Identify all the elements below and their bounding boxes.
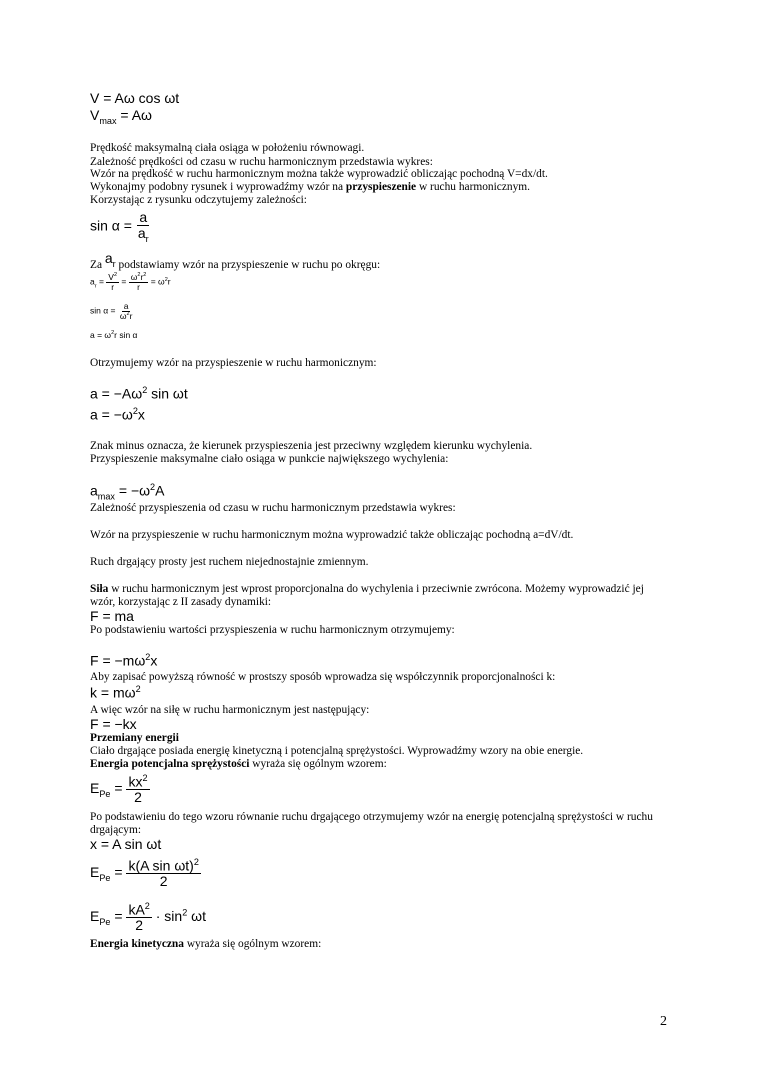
sa-num: a [123, 301, 129, 311]
sin-alpha-den-sub: r [145, 233, 149, 244]
potential-energy-equation-3 [90, 902, 206, 933]
k-equation [90, 684, 141, 701]
vmax-symbol: V [90, 107, 100, 123]
sin-alpha-equation [90, 210, 151, 244]
a1-b: r sin α [114, 330, 138, 340]
sin-alpha-equation-2 [90, 302, 134, 321]
potential-energy-equation [90, 774, 150, 805]
text-line-9: Przyspieszenie maksymalne ciało osiąga w punkcie największego wychylenia: [90, 453, 449, 465]
a-equation-1 [90, 330, 137, 340]
ar-inline-sub: r [112, 258, 116, 269]
text-line-23 [90, 938, 321, 951]
text-line-6-a: Za [90, 259, 105, 271]
text-line-17: A więc wzór na siłę w ruchu harmonicznym jest następujący: [90, 704, 370, 716]
ep2-den: 2 [159, 873, 168, 890]
text-line-10: Zależność przyspieszenia od czasu w ruchu harmonicznym przedstawia wykres: [90, 502, 456, 514]
text-line-4-bold: przyspieszenie [345, 181, 417, 193]
text-line-21: Po podstawieniu do tego wzoru równanie ruchu drgającego otrzymujemy wzór na energię potencjalną sprężystości w ruchu [90, 811, 653, 823]
ar-f2-num-sup1: 2 [137, 272, 141, 279]
a1-a: a = ω [90, 330, 112, 340]
ar-eq2: = [121, 276, 129, 287]
ep-num-sup: 2 [142, 773, 148, 783]
text-line-13-bold: Siła [90, 583, 109, 595]
ep3-sup: 2 [182, 907, 188, 918]
text-line-4-a: Wykonajmy podobny rysunek i wyprowadźmy wzór na [90, 181, 346, 193]
amax-c: A [155, 482, 165, 499]
ar-f1-num-v: V [108, 272, 114, 282]
ep3-b: · sin [155, 908, 183, 925]
ep2-sub: Pe [99, 873, 111, 884]
position-equation: x = A sin ωt [90, 836, 162, 852]
ep3-num-sup: 2 [144, 901, 150, 911]
ar-eq3-sup: 2 [164, 276, 168, 283]
ep3-num-a: kA [128, 901, 145, 918]
text-line-12: Ruch drgający prosty jest ruchem niejednostajnie zmiennym. [90, 556, 369, 568]
ep-e: E [90, 780, 100, 797]
force-equation-2 [90, 652, 157, 669]
ep-sub: Pe [99, 789, 111, 800]
text-line-13 [90, 583, 644, 596]
potential-energy-equation-2 [90, 858, 201, 889]
a2-a: a = −Aω [90, 385, 143, 402]
ep3-eq: = [110, 908, 127, 925]
text-line-20 [90, 758, 387, 771]
force-equation-1: F = ma [90, 608, 134, 624]
text-line-16: Aby zapisać powyższą równość w prostszy sposób wprowadza się współczynnik proporcjonalności k: [90, 671, 556, 683]
text-line-1: Prędkość maksymalną ciała osiąga w położeniu równowagi. [90, 142, 365, 154]
text-line-7: Otrzymujemy wzór na przyspieszenie w ruchu harmonicznym: [90, 357, 377, 369]
amax-sup: 2 [150, 482, 156, 492]
ep3-den: 2 [135, 917, 144, 934]
vmax-rhs: = Aω [116, 107, 152, 123]
ep2-num-a: k(A sin ωt) [128, 857, 194, 874]
text-line-11: Wzór na przyspieszenie w ruchu harmonicznym można wyprowadzić także obliczając pochodną a=dV/dt. [90, 529, 574, 541]
a3-a: a = −ω [90, 406, 133, 423]
ar-end: r [167, 276, 171, 287]
text-line-20-bold: Energia potencjalna sprężystości [90, 758, 250, 770]
ar-lhs-sub: r [94, 283, 97, 290]
ep3-c: ωt [187, 908, 206, 925]
ep3-e: E [90, 908, 100, 925]
text-line-4 [90, 181, 530, 194]
amax-a: a [90, 482, 98, 499]
ar-f2-num-a: ω [130, 272, 138, 282]
text-line-2: Zależność prędkości od czasu w ruchu harmonicznym przedstawia wykres: [90, 156, 433, 168]
ep-den: 2 [134, 789, 142, 806]
sa-den-b: r [129, 310, 133, 321]
ar-f2-den: r [137, 281, 140, 292]
ar-lhs: a [90, 276, 95, 287]
sa-den-sup: 2 [126, 311, 130, 318]
a2-b: sin ωt [147, 385, 188, 402]
sa-fraction [118, 302, 135, 321]
ar-inline-a: a [104, 250, 113, 266]
ep-num-a: kx [128, 773, 143, 790]
text-line-14: wzór, korzystając z II zasady dynamiki: [90, 596, 272, 608]
text-line-5: Korzystając z rysunku odczytujemy zależności: [90, 194, 307, 206]
ep-num [126, 774, 149, 790]
sin-alpha-numerator: a [139, 209, 148, 225]
ep3-fraction [126, 902, 151, 933]
text-line-8: Znak minus oznacza, że kierunek przyspieszenia jest przeciwny względem kierunku wychylenia. [90, 440, 533, 452]
section-heading-energy [90, 732, 179, 745]
sin-alpha-den-symbol: a [137, 224, 146, 241]
ar-f2-num-b: r [140, 272, 144, 282]
centripetal-equation [90, 273, 171, 292]
a2-sup: 2 [142, 385, 148, 395]
f2-sup: 2 [145, 652, 151, 662]
ar-eq3: = ω [150, 276, 165, 287]
a3-b: x [137, 406, 145, 423]
ar-eq1: = [96, 276, 107, 287]
amax-b: = −ω [114, 482, 151, 499]
a-equation-3 [90, 406, 145, 423]
ep-eq: = [110, 780, 127, 797]
force-equation-3: F = −kx [90, 716, 137, 732]
k-sup: 2 [135, 684, 141, 694]
k-a: k = mω [90, 684, 136, 701]
text-line-22: drgającym: [90, 824, 142, 836]
amax-equation [90, 482, 164, 501]
page-number: 2 [660, 1014, 667, 1029]
ep3-sub: Pe [99, 917, 111, 928]
f2-a: F = −mω [90, 652, 146, 669]
velocity-equation [90, 90, 179, 106]
text-line-19: Ciało drgające posiada energię kinetyczną i potencjalną sprężystości. Wyprowadźmy wzory na obie energie. [90, 745, 584, 757]
text-line-23-b: wyraża się ogólnym wzorem: [183, 938, 322, 950]
text-line-23-bold: Energia kinetyczna [90, 938, 184, 950]
max-velocity-equation [90, 107, 152, 126]
a3-sup: 2 [132, 406, 138, 416]
vmax-subscript: max [99, 115, 117, 126]
velocity-equation-text: V = Aω cos ωt [90, 90, 180, 106]
sa-lhs: sin α = [90, 305, 118, 316]
ep2-num [126, 858, 200, 874]
text-line-15: Po podstawieniu wartości przyspieszenia w ruchu harmonicznym otrzymujemy: [90, 624, 455, 636]
ep2-eq: = [110, 864, 127, 881]
ar-f2-num-sup2: 2 [143, 272, 147, 279]
sin-alpha-fraction [136, 210, 151, 244]
text-line-4-c: w ruchu harmonicznym. [416, 181, 530, 193]
sin-alpha-denominator [136, 226, 151, 244]
amax-sub: max [97, 491, 115, 502]
ep2-num-sup: 2 [193, 857, 199, 867]
ar-f1-den: r [111, 281, 115, 292]
text-line-13-b: w ruchu harmonicznym jest wprost proporcjonalna do wychylenia i przeciwnie zwrócona. Możemy wyprowadzić jej [108, 583, 644, 595]
ar-f1-num-sup: 2 [113, 272, 118, 279]
ep2-e: E [90, 864, 100, 881]
sa-den [118, 312, 135, 321]
sa-den-a: ω [119, 310, 127, 321]
ep3-num [126, 902, 151, 918]
text-line-6-b: podstawiamy wzór na przyspieszenie w ruchu po okręgu: [115, 259, 381, 271]
ar-inline-symbol [104, 250, 116, 269]
ep2-fraction [126, 858, 200, 889]
ar-fraction-2 [129, 273, 149, 292]
section-heading-text: Przemiany energii [90, 732, 179, 744]
sin-alpha-lhs: sin α = [90, 217, 136, 234]
ep-fraction [126, 774, 149, 805]
a-equation-2 [90, 385, 188, 402]
text-line-20-b: wyraża się ogólnym wzorem: [249, 758, 387, 770]
text-line-3: Wzór na prędkość w ruchu harmonicznym można także wyprowadzić obliczając pochodną V=dx/dt. [90, 168, 548, 180]
a1-sup: 2 [111, 330, 115, 337]
f2-b: x [150, 652, 158, 669]
ar-fraction-1 [106, 273, 119, 292]
